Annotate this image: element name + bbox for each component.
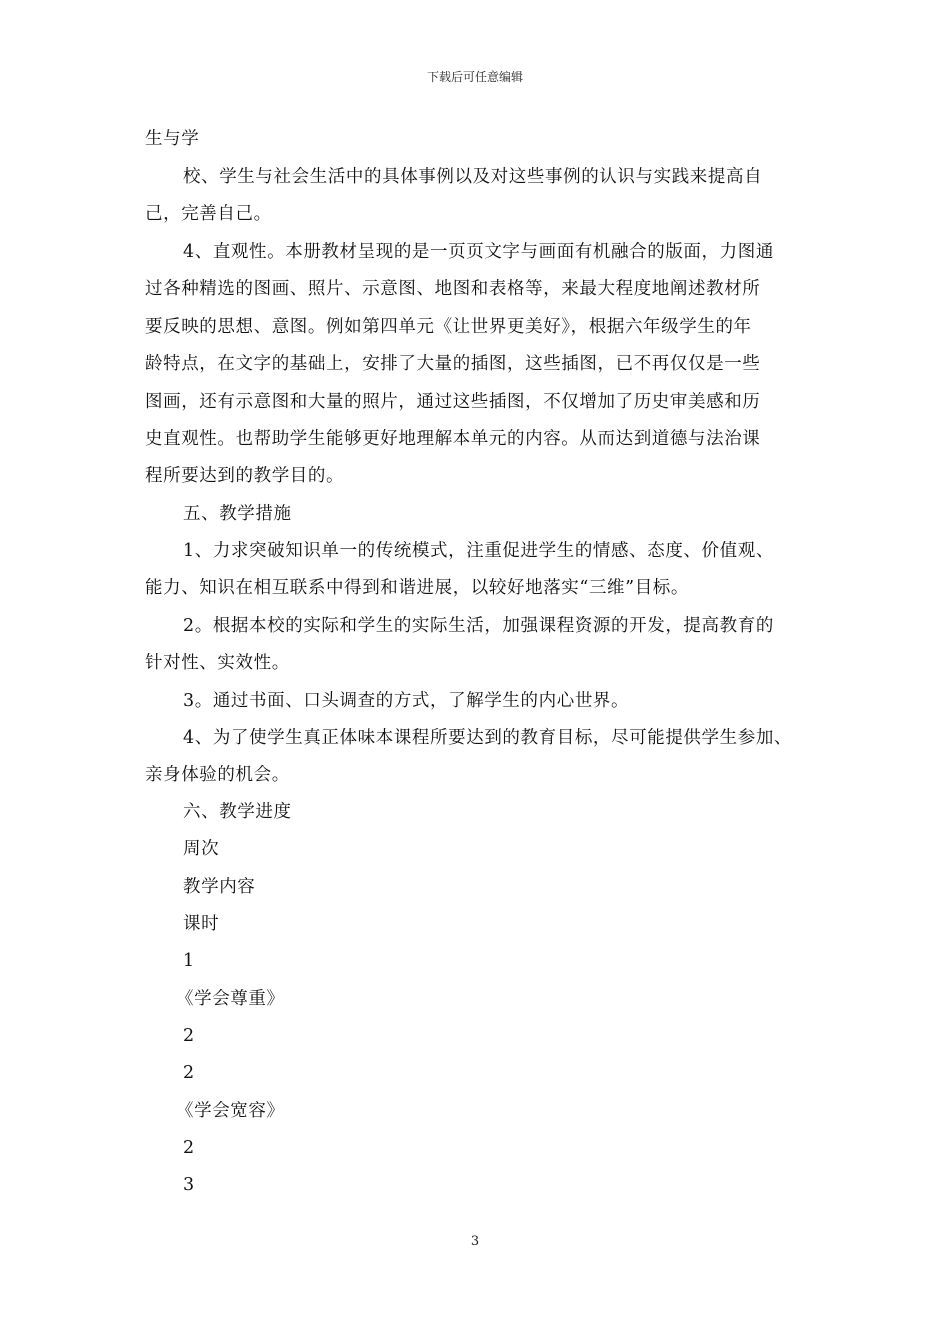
table-cell: 教学内容 [183, 877, 256, 897]
section-heading: 六、教学进度 [183, 802, 292, 822]
text-line: 4、直观性。本册教材呈现的是一页页文字与画面有机融合的版面，力图通 [183, 242, 774, 262]
table-cell: 2 [183, 1026, 195, 1046]
text-line: 能力、知识在相互联系中得到和谐进展，以较好地落实“三维”目标。 [145, 578, 689, 598]
text-line: 龄特点，在文字的基础上，安排了大量的插图，这些插图，已不再仅仅是一些 [145, 354, 761, 374]
text-line: 程所要达到的教学目的。 [145, 466, 345, 486]
text-line: 生与学 [145, 129, 200, 149]
table-cell: 2 [183, 1063, 195, 1083]
section-heading: 五、教学措施 [183, 504, 292, 524]
table-cell: 《学会宽容》 [176, 1101, 285, 1121]
text-line: 1、力求突破知识单一的传统模式，注重促进学生的情感、态度、价值观、 [183, 541, 774, 561]
text-line: 3。通过书面、口头调查的方式，了解学生的内心世界。 [183, 691, 630, 711]
table-cell: 《学会尊重》 [176, 989, 285, 1009]
table-cell: 周次 [183, 839, 220, 859]
page-header: 下载后可任意编辑 [426, 70, 523, 84]
text-line: 史直观性。也帮助学生能够更好地理解本单元的内容。从而达到道德与法治课 [145, 429, 761, 449]
text-line: 4、为了使学生真正体味本课程所要达到的教育目标，尽可能提供学生参加、 [183, 728, 793, 748]
table-cell: 课时 [183, 914, 220, 934]
text-line: 过各种精选的图画、照片、示意图、地图和表格等，来最大程度地阐述教材所 [145, 279, 761, 299]
table-cell: 2 [183, 1138, 195, 1158]
table-cell: 3 [183, 1175, 195, 1195]
text-line: 针对性、实效性。 [145, 653, 290, 673]
table-cell: 1 [183, 951, 195, 971]
page-number: 3 [470, 1234, 480, 1249]
text-line: 亲身体验的机会。 [145, 765, 290, 785]
text-line: 校、学生与社会生活中的具体事例以及对这些事例的认识与实践来提高自 [183, 167, 763, 187]
text-line: 2。根据本校的实际和学生的实际生活，加强课程资源的开发，提高教育的 [183, 616, 774, 636]
text-line: 要反映的思想、意图。例如第四单元《让世界更美好》，根据六年级学生的年 [145, 317, 752, 337]
text-line: 己，完善自己。 [145, 204, 272, 224]
text-line: 图画，还有示意图和大量的照片，通过这些插图，不仅增加了历史审美感和历 [145, 392, 761, 412]
